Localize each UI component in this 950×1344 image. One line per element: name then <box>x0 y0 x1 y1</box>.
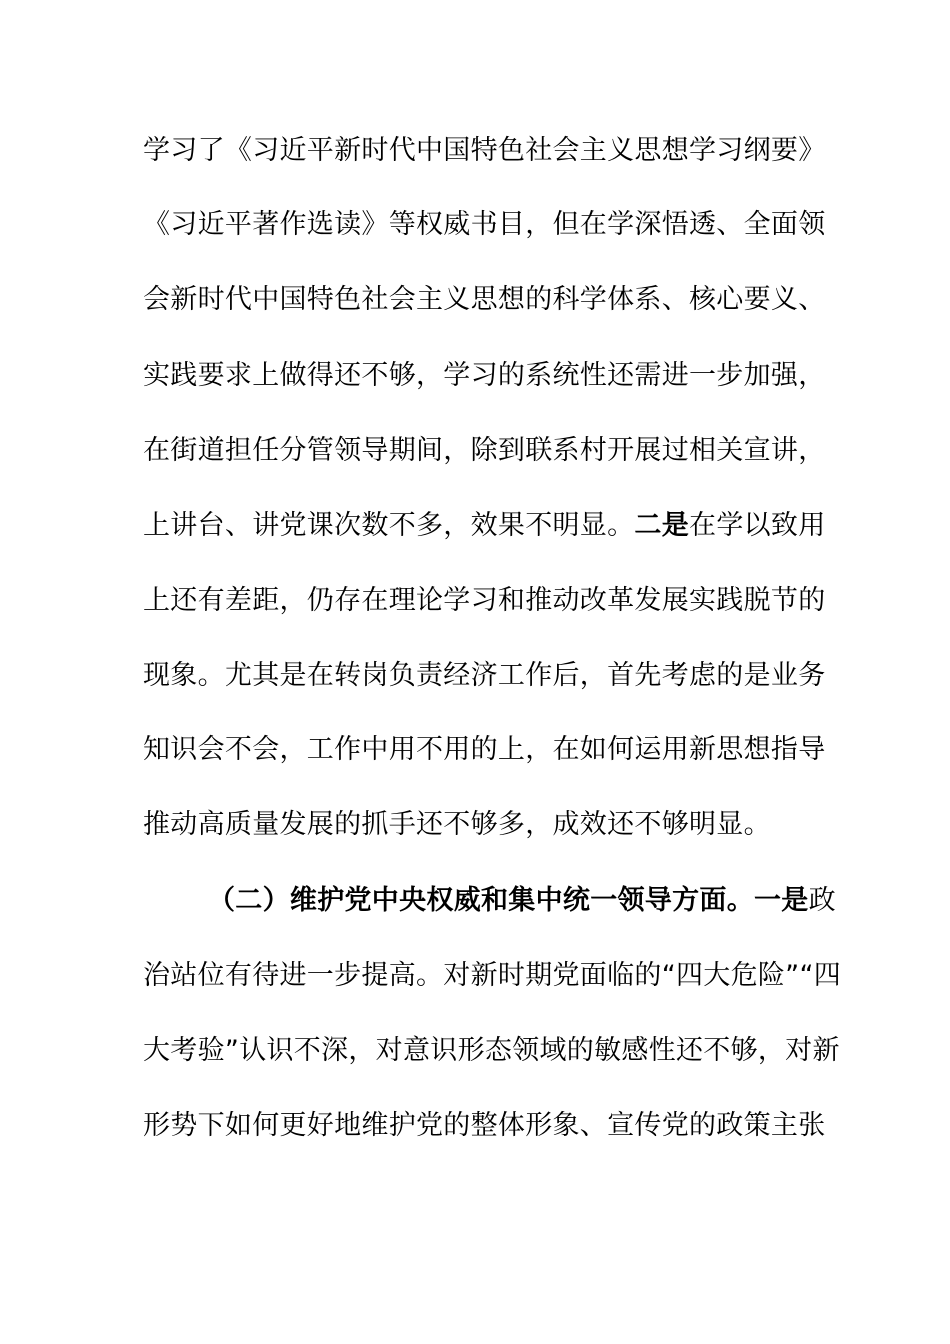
paragraph-line-6 <box>143 506 826 546</box>
line-6-text-start: 上讲台、讲党课次数不多，效果不明显。 <box>143 510 635 541</box>
paragraph-line-2: 《习近平著作选读》等权威书目，但在学深悟透、全面领 <box>143 209 826 240</box>
paragraph-line-9: 知识会不会，工作中用不用的上，在如何运用新思想指导 <box>143 734 826 765</box>
paragraph-line-1: 学习了《习近平新时代中国特色社会主义思想学习纲要》 <box>143 135 826 166</box>
section-heading-bold: （二）维护党中央权威和集中统一领导方面。一是 <box>208 885 809 916</box>
paragraph-line-3: 会新时代中国特色社会主义思想的科学体系、核心要义、 <box>143 284 826 315</box>
line-6-text-end: 在学以致用 <box>689 510 826 541</box>
paragraph-line-8: 现象。尤其是在转岗负责经济工作后，首先考虑的是业务 <box>143 660 826 691</box>
paragraph-line-4: 实践要求上做得还不够，学习的系统性还需进一步加强， <box>143 360 826 391</box>
paragraph-line-7: 上还有差距，仍存在理论学习和推动改革发展实践脱节的 <box>143 585 826 616</box>
section-heading-tail: 政 <box>808 885 836 916</box>
paragraph-line-13: 大考验”认识不深，对意识形态领域的敏感性还不够，对新 <box>143 1035 840 1066</box>
paragraph-line-14: 形势下如何更好地维护党的整体形象、宣传党的政策主张 <box>143 1110 826 1141</box>
section-heading-line <box>208 881 836 921</box>
bold-marker-er-shi: 二是 <box>634 510 690 541</box>
paragraph-line-10: 推动高质量发展的抓手还不够多，成效还不够明显。 <box>143 809 771 840</box>
paragraph-line-12: 治站位有待进一步提高。对新时期党面临的“四大危险”“四 <box>143 960 842 991</box>
paragraph-line-5: 在街道担任分管领导期间，除到联系村开展过相关宣讲， <box>143 435 826 466</box>
